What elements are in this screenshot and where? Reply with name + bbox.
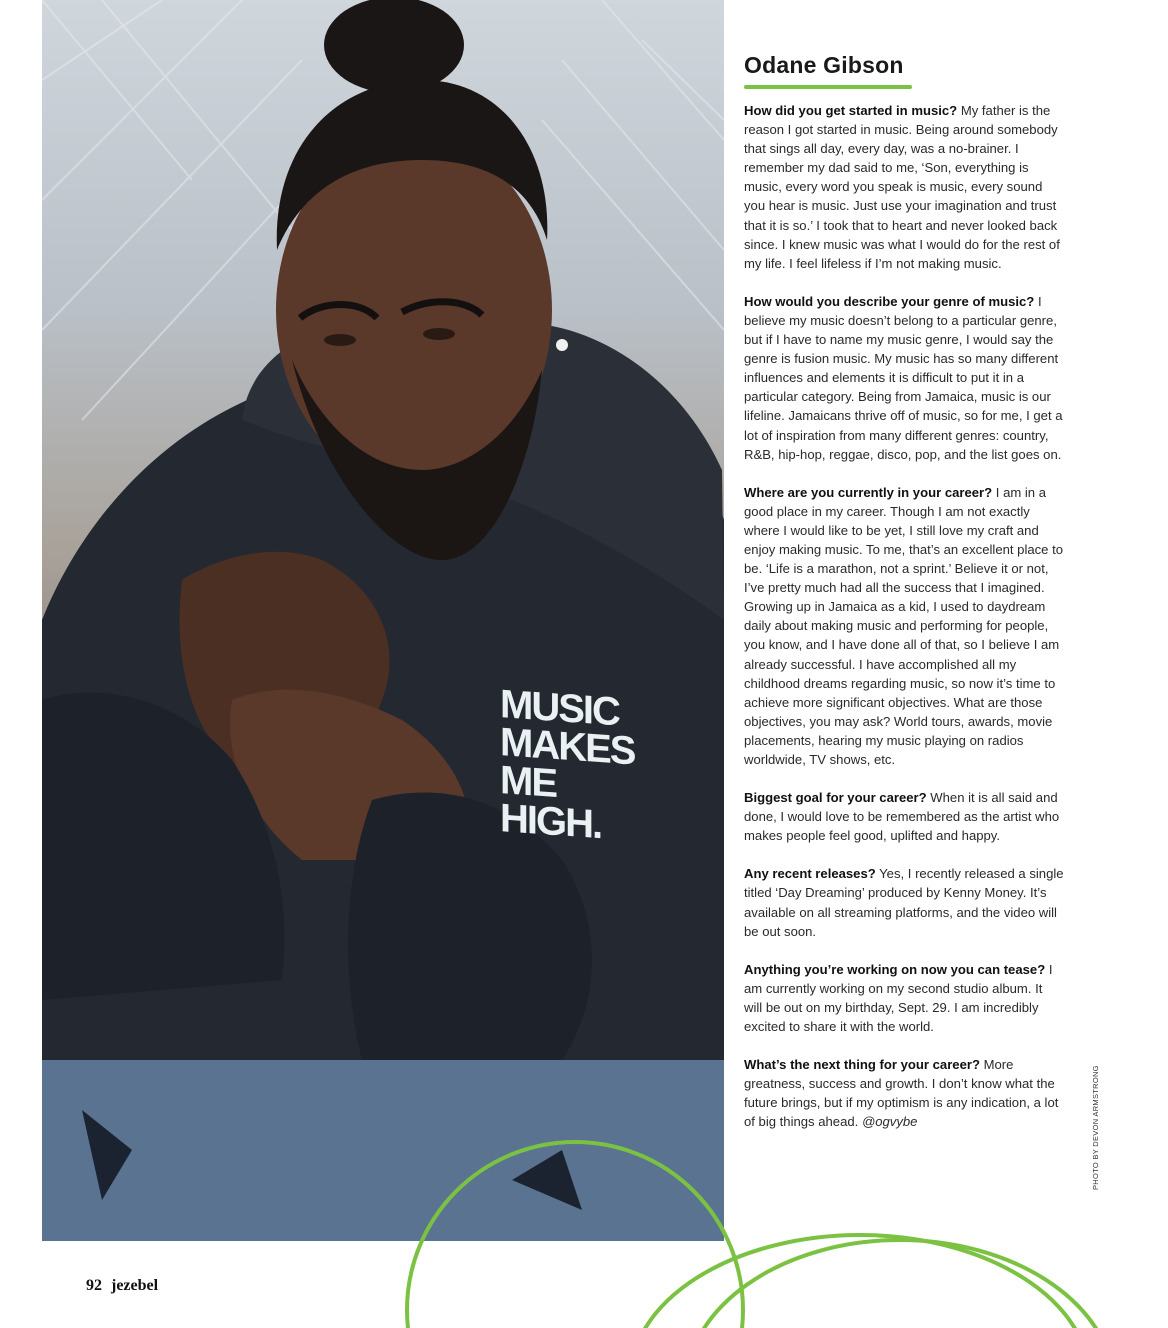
ring-middle (630, 1235, 1090, 1328)
social-handle: @ogvybe (861, 1114, 918, 1130)
qa-item (744, 788, 1064, 845)
page-folio (86, 1277, 158, 1295)
qa-item (744, 864, 1064, 940)
question: Biggest goal for your career? (744, 790, 927, 806)
answer: I am in a good place in my career. Though I am not exactly where I would like to be yet, I still love my craft and enjoy making music. To me, that’s an excellent place to be. ‘Life is a marathon, not a sprint.’ Believe it or not, I’ve pretty much had all the success that I imagined. Growing up in Jamaica as a kid, I used to daydream daily about making music and performing for people, you know, and I have done all of that, so I believe I am already successful. I have accomplished all my childhood dreams regarding music, so now it’s time to achieve more significant objectives. What are those objectives, you may ask? World tours, awards, movie placements, hearing my music playing on radios worldwide, TV shows, etc. (744, 484, 1064, 767)
question: What’s the next thing for your career? (744, 1057, 980, 1073)
portrait-illustration (42, 0, 724, 1241)
page-number: 92 (86, 1277, 102, 1294)
answer: More greatness, success and growth. I don’t know what the future brings, but if my optimism is any indication, a lot of big things ahead. (744, 1057, 1059, 1130)
magazine-name: jezebel (111, 1277, 159, 1294)
answer: My father is the reason I got started in music. Being around somebody that sings all day, every day, was a no-brainer. I remember my dad said to me, ‘Son, everything is music, every word you speak is music, every sound you hear is music. Just use your imagination and trust that it is so.’ I took that to heart and never looked back since. I knew music was what I would do for the rest of my life. I feel lifeless if I’m not making music. (744, 103, 1060, 271)
article-headline: Odane Gibson (744, 52, 904, 78)
photo-credit: PHOTO BY DEVON ARMSTRONG (1091, 1065, 1100, 1190)
portrait-photo (42, 0, 724, 1241)
qa-item (744, 1055, 1064, 1131)
shirt-print-text: MUSIC MAKES ME HIGH. (500, 682, 635, 848)
answer: I am currently working on my second studio album. It will be out on my birthday, Sept. 29. I am incredibly excited to share it with the world. (744, 961, 1053, 1035)
answer: I believe my music doesn’t belong to a particular genre, but if I have to name my music genre, I would say the genre is fusion music. My music has so many different influences and elements it is difficult to put it in a particular category. Being from Jamaica, music is our lifeline. Jamaicans thrive off of music, so for me, I get a lot of inspiration from many different genres: country, R&B, hip-hop, reggae, disco, pop, and the list goes on. (744, 293, 1063, 462)
qa-item (744, 960, 1064, 1036)
question: How would you describe your genre of music? (744, 293, 1035, 309)
ring-right (685, 1240, 1115, 1328)
question: Anything you’re working on now you can tease? (744, 961, 1046, 977)
question: Any recent releases? (744, 866, 876, 882)
question: Where are you currently in your career? (744, 484, 993, 500)
answer: Yes, I recently released a single titled ‘Day Dreaming’ produced by Kenny Money. It’s available on all streaming platforms, and the video will be out soon. (744, 866, 1064, 939)
qa-item (744, 292, 1064, 464)
answer: When it is all said and done, I would love to be remembered as the artist who makes people feel good, uplifted and happy. (744, 790, 1060, 844)
qa-item (744, 101, 1064, 273)
question: How did you get started in music? (744, 103, 958, 118)
qa-item (744, 483, 1064, 769)
headline-underline (744, 85, 912, 89)
article-column (744, 52, 1064, 1151)
